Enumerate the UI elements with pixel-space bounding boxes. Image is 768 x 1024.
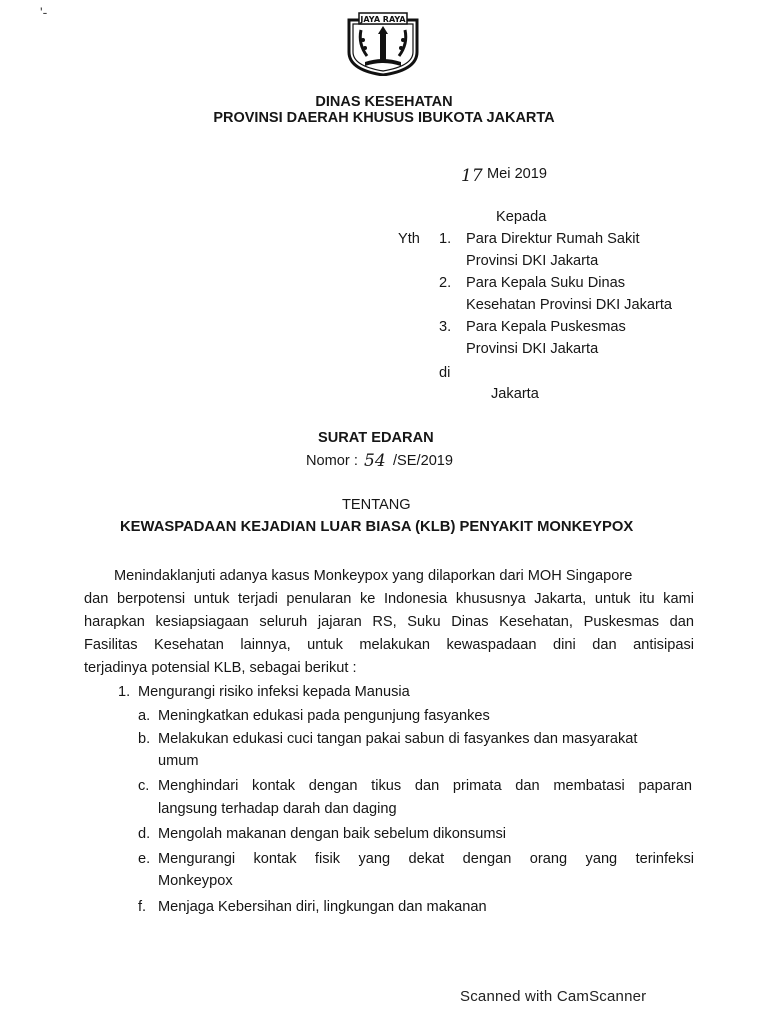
paragraph-line: terjadinya potensial KLB, sebagai berikut : [84, 660, 357, 676]
list-item: umum [158, 753, 199, 769]
yth-label: Yth [398, 231, 420, 247]
svg-text:JAYA RAYA: JAYA RAYA [360, 15, 406, 24]
camscanner-watermark: Scanned with CamScanner [460, 988, 647, 1005]
di-label: di [439, 365, 451, 381]
recipient-number: 3. [439, 319, 452, 335]
paragraph-line: Fasilitas Kesehatan lainnya, untuk melakukan kewaspadaan dini dan antisipasi [84, 637, 694, 653]
paragraph-line: harapkan kesiapsiagaan seluruh jajaran RS, Suku Dinas Kesehatan, Puskesmas dan [84, 614, 694, 630]
list-item: Monkeypox [158, 873, 233, 889]
list-item: Menghindari kontak dengan tikus dan primata dan membatasi paparan [158, 778, 692, 794]
recipient-line: Para Kepala Suku Dinas [466, 275, 626, 291]
page-mark: '- [40, 4, 48, 20]
tentang-label: TENTANG [342, 497, 411, 513]
jakarta-coat-of-arms-icon [345, 12, 421, 76]
list-item: Menjaga Kebersihan diri, lingkungan dan makanan [158, 899, 487, 915]
list-title: Mengurangi risiko infeksi kepada Manusia [138, 684, 410, 700]
recipient-line: Para Direktur Rumah Sakit [466, 231, 640, 247]
date-day-handwritten: 17 [461, 166, 483, 186]
paragraph-line: Menindaklanjuti adanya kasus Monkeypox yang dilaporkan dari MOH Singapore [114, 568, 633, 584]
list-item: langsung terhadap darah dan daging [158, 801, 397, 817]
list-item: Mengurangi kontak fisik yang dekat dengan orang yang terinfeksi [158, 851, 694, 867]
list-number: 1. [118, 684, 131, 700]
list-item-letter: c. [138, 778, 150, 794]
list-item: Mengolah makanan dengan baik sebelum dikonsumsi [158, 826, 507, 842]
agency-province: PROVINSI DAERAH KHUSUS IBUKOTA JAKARTA [213, 110, 555, 126]
recipient-line: Provinsi DKI Jakarta [466, 253, 599, 269]
paragraph-line: dan berpotensi untuk terjadi penularan ke Indonesia khususnya Jakarta, untuk itu kami [84, 591, 694, 607]
circular-title: SURAT EDARAN [318, 430, 434, 446]
kepada-label: Kepada [496, 209, 547, 225]
nomor-suffix: /SE/2019 [393, 453, 454, 469]
recipient-line: Para Kepala Puskesmas [466, 319, 626, 335]
recipient-number: 1. [439, 231, 452, 247]
nomor-label: Nomor : [306, 453, 358, 469]
list-item-letter: f. [138, 899, 147, 915]
list-item-letter: e. [138, 851, 151, 867]
circular-subject: KEWASPADAAN KEJADIAN LUAR BIASA (KLB) PENYAKIT MONKEYPOX [120, 519, 634, 535]
list-item-letter: a. [138, 708, 151, 724]
agency-name: DINAS KESEHATAN [315, 94, 453, 110]
list-item: Melakukan edukasi cuci tangan pakai sabun di fasyankes dan masyarakat [158, 731, 638, 747]
list-item-letter: b. [138, 731, 151, 747]
date-text: Mei 2019 [487, 166, 548, 182]
recipient-line: Provinsi DKI Jakarta [466, 341, 599, 357]
recipient-number: 2. [439, 275, 452, 291]
recipient-line: Kesehatan Provinsi DKI Jakarta [466, 297, 673, 313]
nomor-handwritten: 54 [364, 451, 386, 471]
recipient-city: Jakarta [491, 386, 539, 402]
list-item: Meningkatkan edukasi pada pengunjung fasyankes [158, 708, 490, 724]
list-item-letter: d. [138, 826, 151, 842]
